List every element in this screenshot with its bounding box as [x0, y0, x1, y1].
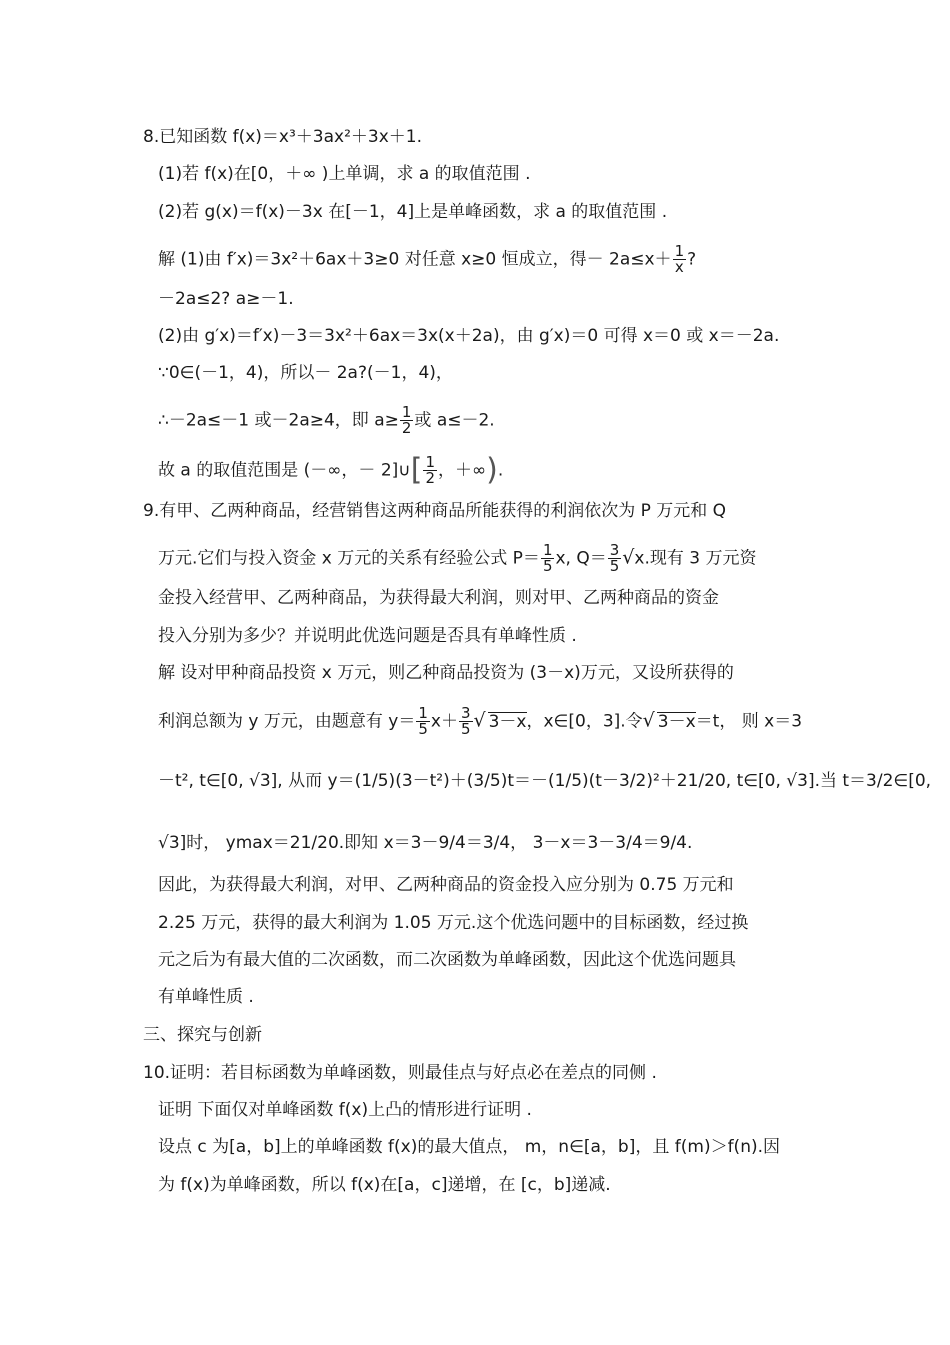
problem-9-question-line-2	[158, 543, 756, 574]
fraction-1-over-5: $\frac{1}{5}$	[418, 704, 428, 738]
solution-text: ，x∈[0，3].令	[526, 711, 643, 732]
problem-8-text: 8.已知函数 f(x)＝x³＋3ax²＋3x＋1.	[143, 127, 423, 147]
problem-10-proof-line-2: 设点 c 为[a，b]上的单峰函数 f(x)的最大值点， m，n∈[a，b]，且 f(m)＞f(n).因	[158, 1137, 781, 1157]
problem-9-question-line-3: 金投入经营甲、乙两种商品，为获得最大利润，则对甲、乙两种商品的资金	[158, 588, 719, 608]
problem-9-solution-line-6: 2.25 万元，获得的最大利润为 1.05 万元.这个优选问题中的目标函数，经过换	[158, 913, 749, 933]
solution-text: 利润总额为 y 万元，由题意有 y＝	[158, 711, 416, 732]
fraction-3-over-5: $\frac{3}{5}$	[609, 541, 620, 575]
solution-text: x＋	[430, 711, 458, 732]
problem-8-question	[143, 126, 422, 148]
problem-9-question-line-4: 投入分别为多少？并说明此优选问题是否具有单峰性质 .	[158, 626, 577, 646]
problem-8-part-2: (2)若 g(x)＝f(x)－3x 在[－1，4]上是单峰函数，求 a 的取值范围 .	[158, 202, 668, 222]
problem-8-solution-line-6: 故 a 的取值范围是 (－∞，－ 2]∪[ $\frac{1}{2}$ ，＋∞).	[158, 452, 504, 488]
solution-text: 解 (1)由 f′x)＝3x²＋6ax＋3≥0 对任意 x≥0 恒成立，得－ 2a≤x＋	[158, 249, 672, 270]
fraction-1-over-5: $\frac{1}{5}$	[542, 541, 553, 575]
question-text: x.现有 3 万元资	[634, 548, 757, 569]
radical-sign: √	[473, 709, 486, 732]
solution-text-end: ?	[687, 249, 697, 270]
problem-10-question: 10.证明：若目标函数为单峰函数，则最佳点与好点必在差点的同侧 .	[143, 1063, 657, 1083]
problem-9-solution-line-8: 有单峰性质 .	[158, 987, 254, 1007]
problem-8-solution-line-3: (2)由 g′x)＝f′x)－3＝3x²＋6ax＝3x(x＋2a)，由 g′x)＝0 可得 x＝0 或 x＝－2a.	[158, 326, 780, 346]
problem-8-solution-line-5	[158, 405, 495, 436]
fraction-1-over-x: $\frac{1}{x}$	[674, 242, 685, 276]
solution-text: ＝t， 则 x＝3	[695, 711, 803, 732]
problem-10-proof-line-3: 为 f(x)为单峰函数，所以 f(x)在[a，c]递增，在 [c，b]递减.	[158, 1175, 611, 1195]
problem-8-solution-line-1	[158, 244, 696, 275]
problem-8-solution-line-2: －2a≤2? a≥－1.	[158, 289, 294, 309]
problem-9-solution-line-7: 元之后为有最大值的二次函数，而二次函数为单峰函数，因此这个优选问题具	[158, 950, 736, 970]
sqrt-3-minus-x: 3－x	[657, 711, 696, 732]
section-heading: 三、探究与创新	[143, 1025, 262, 1045]
problem-9-solution-line-4: √3]时， ymax＝21/20.即知 x＝3－9/4＝3/4， 3－x＝3－3/4＝9/4.	[158, 833, 693, 853]
problem-9-solution-line-1: 解 设对甲种商品投资 x 万元，则乙种商品投资为 (3－x)万元，又设所获得的	[158, 663, 734, 683]
problem-9-solution-line-3: －t², t∈[0, √3], 从而 y＝(1/5)(3－t²)＋(3/5)t＝－(1/5)(t－3/2)²＋21/20, t∈[0, √3].当 t＝3/2∈[0,	[158, 771, 932, 791]
fraction-1-over-2: $\frac{1}{2}$	[401, 403, 412, 437]
sqrt-3-minus-x: 3－x	[488, 711, 527, 732]
question-text: x, Q＝	[555, 548, 607, 569]
fraction-1-over-2: $\frac{1}{2}$	[425, 453, 435, 487]
solution-text-end: ，＋∞	[437, 460, 487, 481]
radical-sign: √	[622, 546, 635, 569]
problem-9-solution-line-5: 因此，为获得最大利润，对甲、乙两种商品的资金投入应分别为 0.75 万元和	[158, 875, 734, 895]
problem-10-proof-line-1: 证明 下面仅对单峰函数 f(x)上凸的情形进行证明 .	[158, 1100, 532, 1120]
solution-text-end: 或 a≤－2.	[414, 410, 495, 431]
right-paren: )	[486, 452, 498, 488]
problem-8-solution-line-4: ∵0∈(－1，4)，所以－ 2a?(－1，4)，	[158, 363, 453, 383]
radical-sign: √	[642, 709, 655, 732]
problem-9-question-line-1: 9.有甲、乙两种商品，经营销售这两种商品所能获得的利润依次为 P 万元和 Q	[143, 501, 727, 521]
fraction-3-over-5: $\frac{3}{5}$	[460, 704, 471, 738]
problem-8-part-1: (1)若 f(x)在[0，＋∞ )上单调，求 a 的取值范围 .	[158, 164, 531, 184]
question-text: 万元.它们与投入资金 x 万元的关系有经验公式 P＝	[158, 548, 540, 569]
solution-text: ∴－2a≤－1 或－2a≥4，即 a≥	[158, 410, 399, 431]
solution-text: 故 a 的取值范围是 (－∞，－ 2]∪	[158, 460, 411, 481]
problem-9-solution-line-2	[158, 706, 802, 737]
left-bracket: [	[410, 452, 423, 488]
